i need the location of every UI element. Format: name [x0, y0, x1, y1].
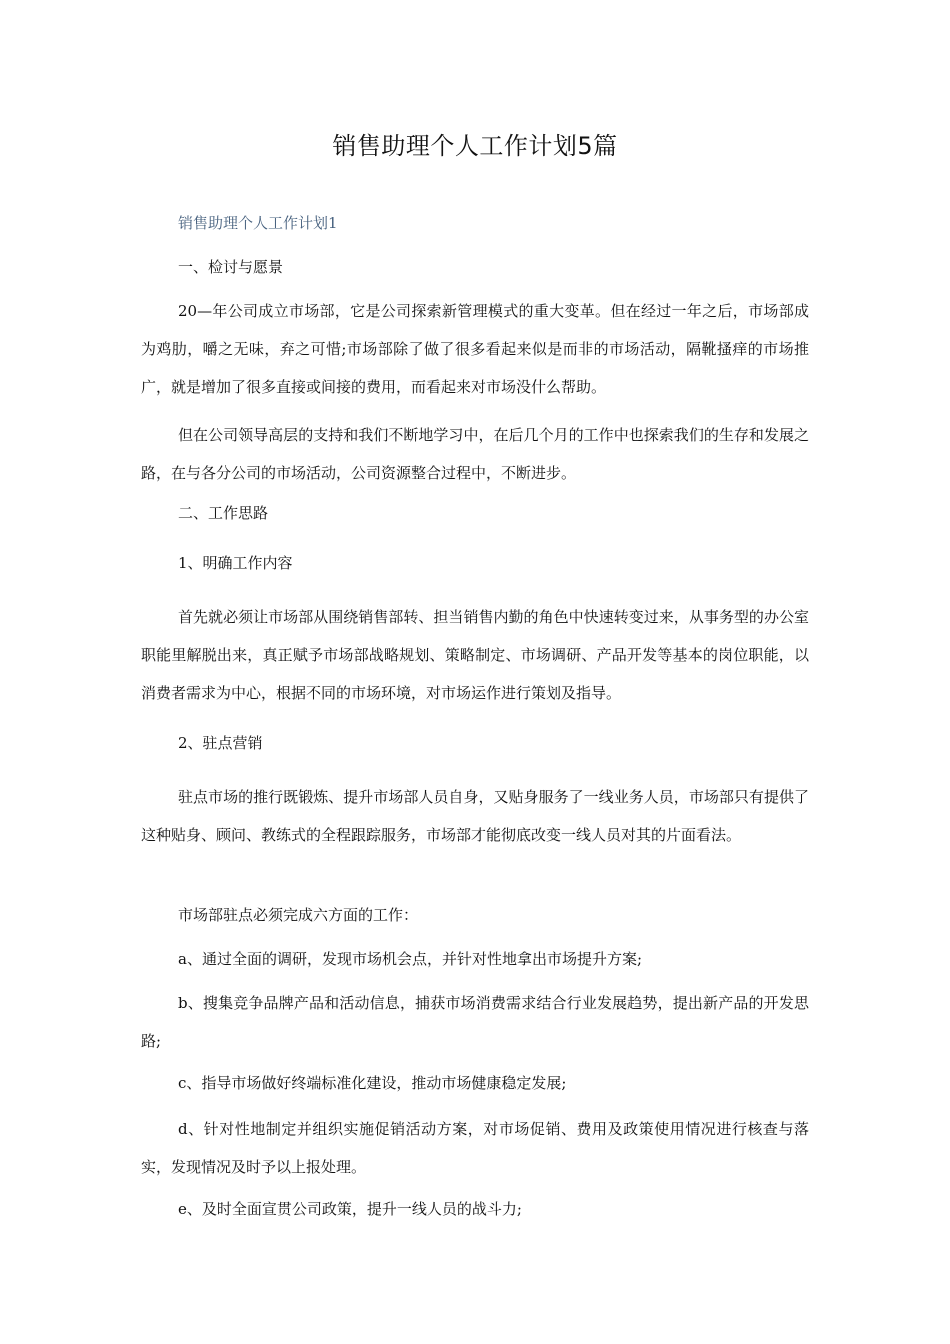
section-subtitle: 销售助理个人工作计划1: [178, 214, 338, 232]
list-item-c: c、指导市场做好终端标准化建设，推动市场健康稳定发展;: [178, 1074, 567, 1092]
paragraph-six-tasks: 市场部驻点必须完成六方面的工作：: [178, 906, 419, 924]
list-item-d: d、针对性地制定并组织实施促销活动方案，对市场促销、费用及政策使用情况进行核查与落实，发现情况及时予以上报处理。: [141, 1120, 809, 1176]
paragraph-clarify-body: 首先就必须让市场部从围绕销售部转、担当销售内勤的角色中快速转变过来，从事务型的办公室职能里解脱出来，真正赋予市场部战略规划、策略制定、市场调研、产品开发等基本的岗位职能，以消费者需求为中心，根据不同的市场环境，对市场运作进行策划及指导。: [141, 608, 809, 702]
paragraph-onsite-heading: 2、驻点营销: [178, 734, 263, 752]
list-item-a: a、通过全面的调研，发现市场机会点，并针对性地拿出市场提升方案;: [178, 950, 642, 968]
paragraph-review-body-2: 但在公司领导高层的支持和我们不断地学习中，在后几个月的工作中也探索我们的生存和发展之路，在与各分公司的市场活动，公司资源整合过程中，不断进步。: [141, 426, 809, 482]
paragraph-review-body-1: 20—年公司成立市场部，它是公司探索新管理模式的重大变革。但在经过一年之后，市场部成为鸡肋，嚼之无味，弃之可惜;市场部除了做了很多看起来似是而非的市场活动，隔靴搔痒的市场推广，就是增加了很多直接或间接的费用，而看起来对市场没什么帮助。: [141, 302, 809, 396]
list-item-e: e、及时全面宣贯公司政策，提升一线人员的战斗力;: [178, 1200, 522, 1218]
list-item-b: b、搜集竞争品牌产品和活动信息，捕获市场消费需求结合行业发展趋势，提出新产品的开发思路;: [141, 994, 809, 1050]
document-title: 销售助理个人工作计划5篇: [332, 132, 618, 160]
paragraph-clarify-heading: 1、明确工作内容: [178, 554, 293, 572]
paragraph-thinking-heading: 二、工作思路: [178, 504, 269, 522]
paragraph-onsite-body: 驻点市场的推行既锻炼、提升市场部人员自身，又贴身服务了一线业务人员，市场部只有提供了这种贴身、顾问、教练式的全程跟踪服务，市场部才能彻底改变一线人员对其的片面看法。: [141, 788, 809, 844]
paragraph-review-heading: 一、检讨与愿景: [178, 258, 284, 276]
